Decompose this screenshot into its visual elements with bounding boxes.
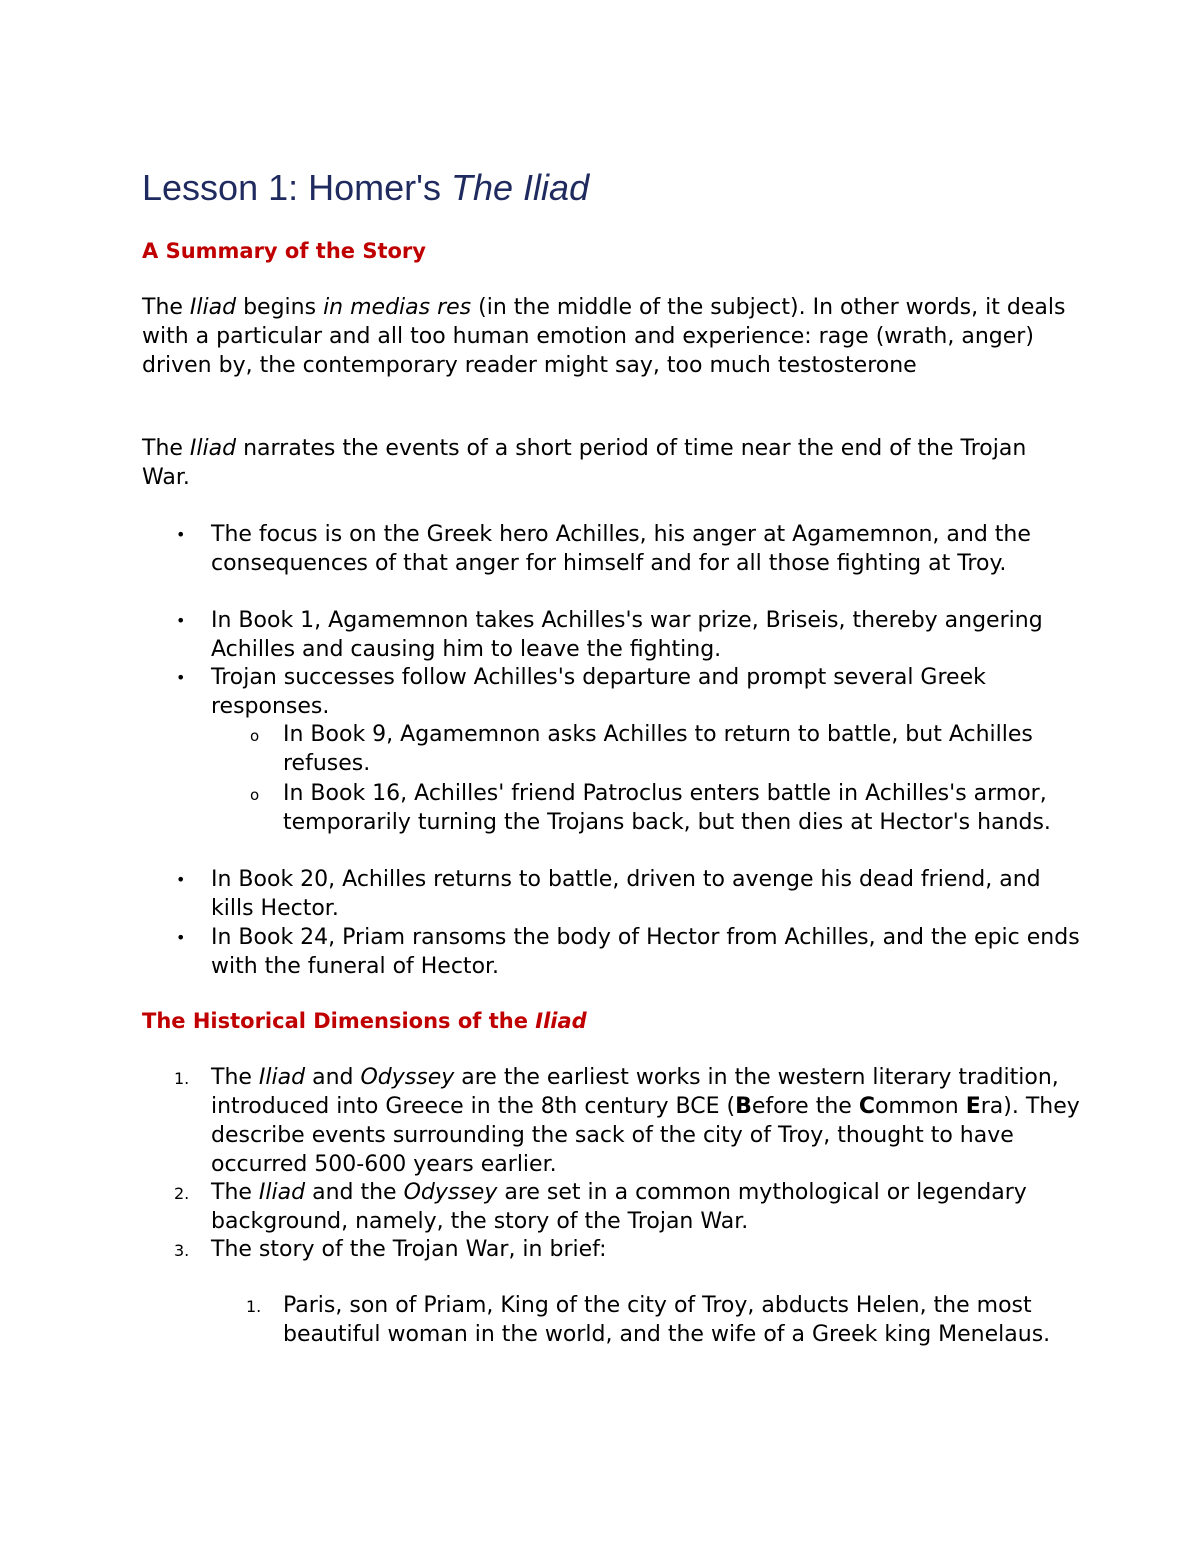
bullet-icon: • xyxy=(176,668,186,687)
list-number: 2. xyxy=(174,1184,190,1203)
sub-list-item: o In Book 9, Agamemnon asks Achilles to return to battle, but Achilles refuses. xyxy=(250,722,1033,776)
numbered-item: 2. The Iliad and the Odyssey are set in a common mythological or legendary background, namely, the story of the Trojan War. xyxy=(174,1180,1027,1234)
list-item: • The focus is on the Greek hero Achilles, his anger at Agamemnon, and the consequences of that anger for himself and for all those fighting at Troy. xyxy=(176,522,1031,576)
numbered-item: 3. The story of the Trojan War, in brief: xyxy=(211,1235,1081,1264)
bullet-icon: • xyxy=(176,611,186,630)
list-number: 1. xyxy=(246,1297,262,1316)
bullet-icon: • xyxy=(176,928,186,947)
section-heading-summary: A Summary of the Story xyxy=(142,239,426,263)
numbered-item: 1. The Iliad and Odyssey are the earliest works in the western literary tradition, introduced into Greece in the 8th century BCE (Before the Common Era). They describe events surrounding the sack of the city of Troy, thought to have occurred 500-600 years earlier. xyxy=(174,1065,1080,1177)
list-item: • Trojan successes follow Achilles's departure and prompt several Greek responses. xyxy=(176,665,986,719)
list-number: 1. xyxy=(174,1069,190,1088)
summary-paragraph-1: The Iliad begins in medias res (in the middle of the subject). In other words, it deals with a particular and all too human emotion and experience: rage (wrath, anger) driven by, the contemporary reader might say, too much testosterone xyxy=(142,295,1066,378)
bullet-icon: • xyxy=(176,870,186,889)
sub-list-item: o In Book 16, Achilles' friend Patroclus enters battle in Achilles's armor, temporarily turning the Trojans back, but then dies at Hector's hands. xyxy=(250,781,1051,835)
page-title: Lesson 1: Homer's The Iliad xyxy=(142,167,590,208)
list-item: • In Book 24, Priam ransoms the body of Hector from Achilles, and the epic ends with the funeral of Hector. xyxy=(176,925,1080,979)
circle-bullet-icon: o xyxy=(250,786,260,804)
bullet-icon: • xyxy=(176,525,186,544)
summary-paragraph-2: The Iliad narrates the events of a short period of time near the end of the Trojan War. xyxy=(142,436,1027,490)
list-number: 3. xyxy=(174,1241,190,1260)
sub-numbered-item: 1. Paris, son of Priam, King of the city of Troy, abducts Helen, the most beautiful woman in the world, and the wife of a Greek king Menelaus. xyxy=(246,1293,1051,1347)
circle-bullet-icon: o xyxy=(250,727,260,745)
list-item: • In Book 20, Achilles returns to battle, driven to avenge his dead friend, and kills Hector. xyxy=(176,867,1041,921)
list-item: • In Book 1, Agamemnon takes Achilles's war prize, Briseis, thereby angering Achilles and causing him to leave the fighting. xyxy=(176,608,1043,662)
section-heading-historical: The Historical Dimensions of the Iliad xyxy=(142,1009,587,1033)
